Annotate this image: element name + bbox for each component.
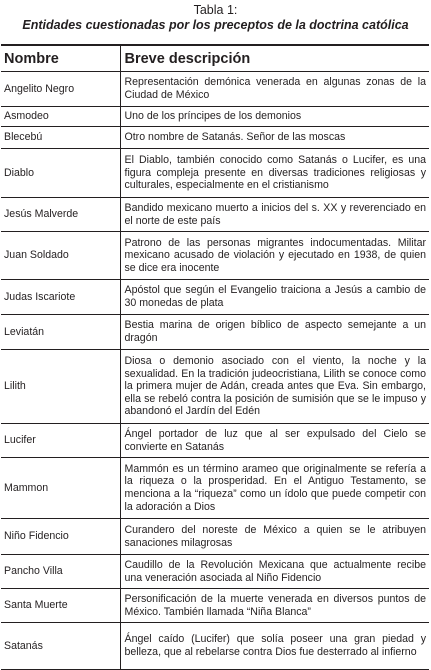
entity-description: Otro nombre de Satanás. Señor de las moscas (120, 127, 429, 149)
table-row (1, 107, 429, 127)
table-row (1, 519, 429, 555)
table-row (1, 198, 429, 232)
table-row (1, 623, 429, 670)
entity-name: Diablo (1, 149, 120, 198)
table-header-row (1, 45, 429, 72)
table-number: Tabla 1: (193, 3, 238, 17)
table-caption (0, 0, 431, 33)
entity-name: Mammon (1, 458, 120, 519)
entity-description: Ángel portador de luz que al ser expulsado del Cielo se convierte en Satanás (120, 424, 429, 458)
entity-name: Satanás (1, 623, 120, 670)
entity-name: Pancho Villa (1, 555, 120, 589)
table-row (1, 232, 429, 280)
entity-name: Juan Soldado (1, 232, 120, 280)
table-row (1, 589, 429, 623)
entity-description: Mammón es un término arameo que originalmente se refería a la riqueza o la prosperidad. En el Antiguo Testamento, se menciona a la “riqueza” como un ídolo que puede competir con la adoración a Dios (120, 458, 429, 519)
entity-description: Caudillo de la Revolución Mexicana que actualmente recibe una veneración asociada al Niño Fidencio (120, 555, 429, 589)
entity-name: Judas Iscariote (1, 280, 120, 315)
entity-description: Representación demónica venerada en algunas zonas de la Ciudad de México (120, 72, 429, 107)
entity-description: Patrono de las personas migrantes indocumentadas. Militar mexicano acusado de violación y ejecutado en 1938, de quien se dice era inocente (120, 232, 429, 280)
table-body (1, 72, 429, 670)
entity-description: Apóstol que según el Evangelio traiciona a Jesús a cambio de 30 monedas de plata (120, 280, 429, 315)
entity-name: Santa Muerte (1, 589, 120, 623)
entity-name: Lucifer (1, 424, 120, 458)
entity-description: El Diablo, también conocido como Satanás o Lucifer, es una figura compleja presente en diversas tradiciones religiosas y culturales, especialmente en el cristianismo (120, 149, 429, 198)
entity-description: Uno de los príncipes de los demonios (120, 107, 429, 127)
entity-name: Niño Fidencio (1, 519, 120, 555)
entity-description: Bestia marina de origen bíblico de aspecto semejante a un dragón (120, 315, 429, 350)
entity-description: Ángel caído (Lucifer) que solía poseer una gran piedad y belleza, que al rebelarse contra Dios fue desterrado al infierno (120, 623, 429, 670)
table-row (1, 315, 429, 350)
entity-name: Jesús Malverde (1, 198, 120, 232)
table-row (1, 458, 429, 519)
entity-name: Leviatán (1, 315, 120, 350)
entity-name: Blecebú (1, 127, 120, 149)
table-row (1, 72, 429, 107)
entity-name: Lilith (1, 350, 120, 424)
table-row (1, 127, 429, 149)
entity-description: Bandido mexicano muerto a inicios del s. XX y reverenciado en el norte de este país (120, 198, 429, 232)
entities-table (1, 44, 429, 670)
table-row (1, 350, 429, 424)
table-row (1, 280, 429, 315)
entity-name: Asmodeo (1, 107, 120, 127)
entity-description: Diosa o demonio asociado con el viento, la noche y la sexualidad. En la tradición judeocristiana, Lilith se conoce como la primera mujer de Adán, creada antes que Eva. Sin embargo, ella se rebeló contra la posición de sumisión que se le impuso y abandonó el Jardín del Edén (120, 350, 429, 424)
column-header-name: Nombre (1, 45, 120, 72)
table-row (1, 555, 429, 589)
table-row (1, 149, 429, 198)
entity-description: Curandero del noreste de México a quien se le atribuyen sanaciones milagrosas (120, 519, 429, 555)
entity-description: Personificación de la muerte venerada en diversos puntos de México. También llamada “Niña Blanca” (120, 589, 429, 623)
entity-name: Angelito Negro (1, 72, 120, 107)
table-title: Entidades cuestionadas por los preceptos de la doctrina católica (22, 18, 409, 32)
column-header-description: Breve descripción (120, 45, 429, 72)
table-row (1, 424, 429, 458)
